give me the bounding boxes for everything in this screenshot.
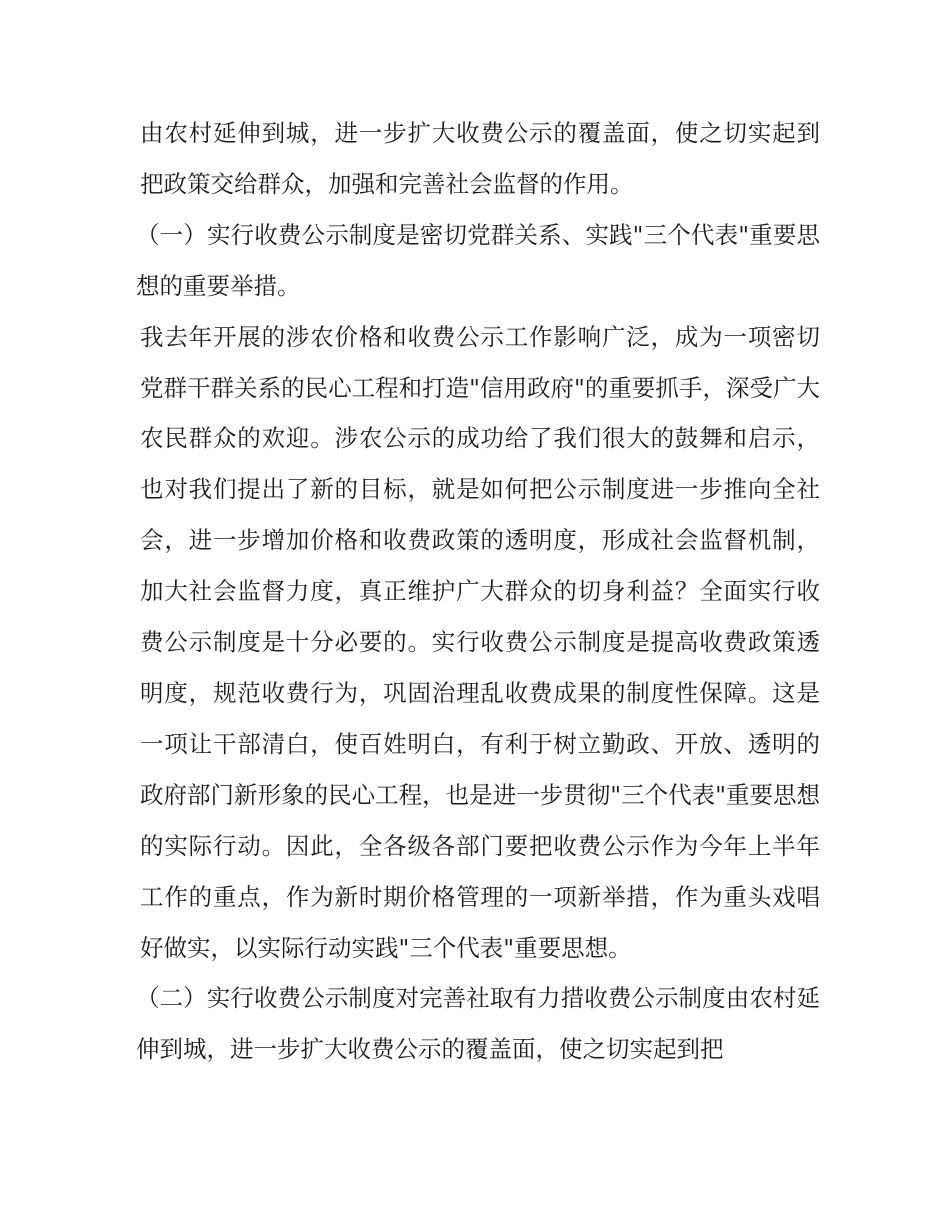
section-heading-two: （二）实行收费公示制度对完善社取有力措收费公示制度由农村延伸到城，进一步扩大收费公示的覆盖面，使之切实起到把 xyxy=(136,984,820,1064)
section-heading-one: （一）实行收费公示制度是密切党群关系、实践"三个代表"重要思想的重要举措。 xyxy=(136,220,820,300)
paragraph-continuation: 由农村延伸到城，进一步扩大收费公示的覆盖面，使之切实起到把政策交给群众，加强和完善社会监督的作用。 xyxy=(140,119,820,198)
document-body xyxy=(136,108,820,1075)
paragraph-body: 我去年开展的涉农价格和收费公示工作影响广泛，成为一项密切党群干群关系的民心工程和打造"信用政府"的重要抓手，深受广大农民群众的欢迎。涉农公示的成功给了我们很大的鼓舞和启示，也对我们提出了新的目标，就是如何把公示制度进一步推向全社会，进一步增加价格和收费政策的透明度，形成社会监督机制，加大社会监督力度，真正维护广大群众的切身利益？全面实行收费公示制度是十分必要的。实行收费公示制度是提高收费政策透明度，规范收费行为，巩固治理乱收费成果的制度性保障。这是一项让干部清白，使百姓明白，有利于树立勤政、开放、透明的政府部门新形象的民心工程，也是进一步贯彻"三个代表"重要思想的实际行动。因此，全各级各部门要把收费公示作为今年上半年工作的重点，作为新时期价格管理的一项新举措，作为重头戏唱好做实，以实际行动实践"三个代表"重要思想。 xyxy=(140,322,820,962)
